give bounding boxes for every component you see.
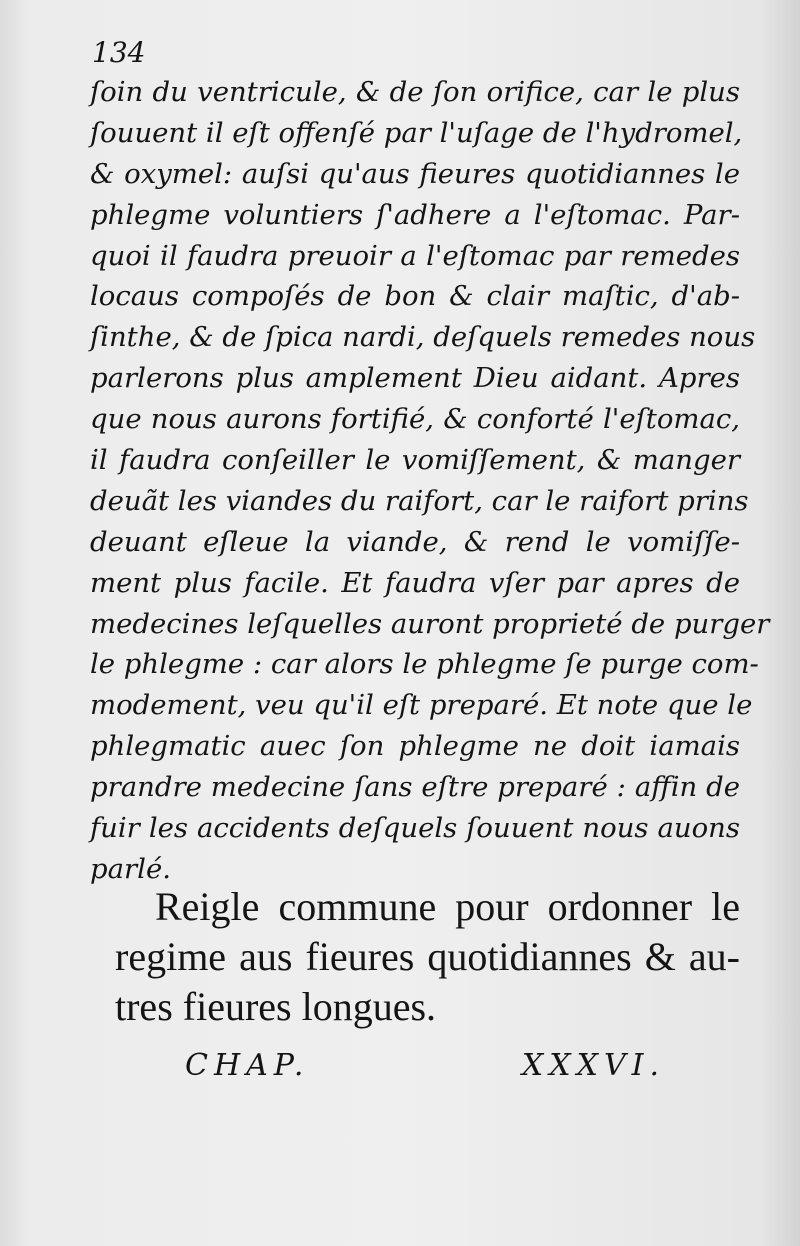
body-line: parlé. [90, 852, 171, 885]
heading-line: tres fieures longues. [115, 984, 437, 1029]
body-line: phlegmatic auec ſon phlegme ne doit iamais [90, 730, 740, 763]
body-line: il faudra conſeiller le vomiſſement, & manger [90, 444, 740, 477]
body-line: ſinthe, & de ſpica nardi, deſquels remedes nous [90, 321, 756, 354]
body-line: ſouuent il eſt offenſé par l'uſage de l'hydromel, [90, 116, 743, 149]
body-line: & oxymel: auſsi qu'aus fieures quotidiannes le [90, 157, 740, 190]
chapter-label: CHAP. XXXVI. [185, 1048, 665, 1083]
body-line: medecines leſquelles auront proprieté de purger [90, 607, 770, 640]
body-line: parlerons plus amplement Dieu aidant. Apres [90, 362, 740, 395]
body-line: phlegme voluntiers ſ'adhere a l'eſtomac. Par- [90, 198, 740, 231]
section-heading [115, 882, 740, 1032]
body-line: quoi il faudra preuoir a l'eſtomac par remedes [90, 239, 740, 272]
body-line: le phlegme : car alors le phlegme ſe purge com- [90, 648, 759, 681]
heading-line: regime aus fieures quotidiannes & au- [115, 934, 740, 979]
body-line: ſoin du ventricule, & de ſon orifice, car le plus [90, 76, 740, 108]
heading-line: Reigle commune pour ordonner le [155, 884, 740, 929]
body-line: prandre medecine ſans eſtre preparé : affin de [90, 771, 740, 804]
body-line: ment plus facile. Et faudra vſer par apres de [90, 566, 740, 599]
body-line: fuir les accidents deſquels ſouuent nous auons [90, 812, 740, 845]
body-text [90, 72, 770, 890]
body-line: que nous aurons fortifié, & conforté l'eſtomac, [90, 403, 740, 436]
body-line: deuãt les viandes du raifort, car le raifort prins [90, 484, 749, 517]
body-line: modement, veu qu'il eſt preparé. Et note que le [90, 689, 753, 722]
body-line: locaus compoſés de bon & clair maſtic, d'ab- [90, 280, 740, 313]
body-line: deuant eſleue la viande, & rend le vomiſſe- [90, 525, 740, 558]
page-number: 134 [92, 36, 146, 69]
